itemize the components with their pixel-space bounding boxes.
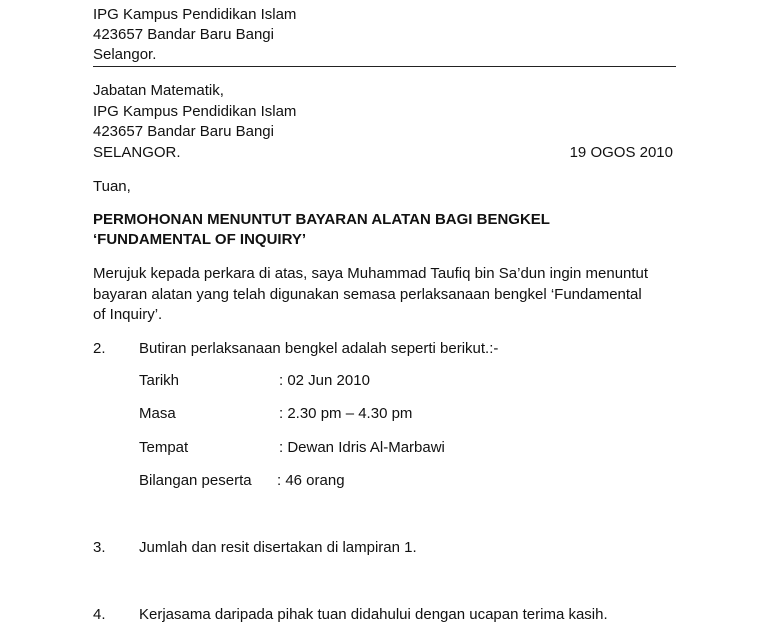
item-text: Butiran perlaksanaan bengkel adalah seperti berikut.:- — [139, 340, 499, 357]
subject-line-1: PERMOHONAN MENUNTUT BAYARAN ALATAN BAGI BENGKEL — [93, 211, 550, 228]
detail-label: Masa — [139, 405, 176, 422]
recipient-line-1: Jabatan Matematik, — [93, 82, 224, 99]
subject-line-2: ‘FUNDAMENTAL OF INQUIRY’ — [93, 231, 307, 248]
detail-value: : Dewan Idris Al-Marbawi — [279, 439, 445, 456]
intro-line-3: of Inquiry’. — [93, 306, 163, 323]
item-number: 4. — [93, 606, 106, 623]
header-divider — [93, 66, 676, 67]
recipient-line-2: IPG Kampus Pendidikan Islam — [93, 103, 297, 120]
detail-label: Bilangan peserta — [139, 472, 252, 489]
salutation: Tuan, — [93, 178, 131, 195]
sender-line-1: IPG Kampus Pendidikan Islam — [93, 6, 297, 23]
item-text: Kerjasama daripada pihak tuan didahului dengan ucapan terima kasih. — [139, 606, 608, 623]
detail-label: Tarikh — [139, 372, 180, 389]
detail-label: Tempat — [139, 439, 189, 456]
detail-value: : 46 orang — [277, 472, 345, 489]
letter-date: 19 OGOS 2010 — [569, 144, 673, 161]
item-number: 3. — [93, 539, 106, 556]
recipient-line-3: 423657 Bandar Baru Bangi — [93, 123, 274, 140]
sender-line-2: 423657 Bandar Baru Bangi — [93, 26, 274, 43]
sender-line-3: Selangor. — [93, 46, 157, 63]
item-text: Jumlah dan resit disertakan di lampiran 1. — [139, 539, 417, 556]
detail-value: : 2.30 pm – 4.30 pm — [279, 405, 413, 422]
item-number: 2. — [93, 340, 106, 357]
intro-line-2: bayaran alatan yang telah digunakan semasa perlaksanaan bengkel ‘Fundamental — [93, 286, 642, 303]
recipient-line-4: SELANGOR. — [93, 144, 181, 161]
detail-value: : 02 Jun 2010 — [279, 372, 370, 389]
intro-line-1: Merujuk kepada perkara di atas, saya Muhammad Taufiq bin Sa’dun ingin menuntut — [93, 265, 649, 282]
